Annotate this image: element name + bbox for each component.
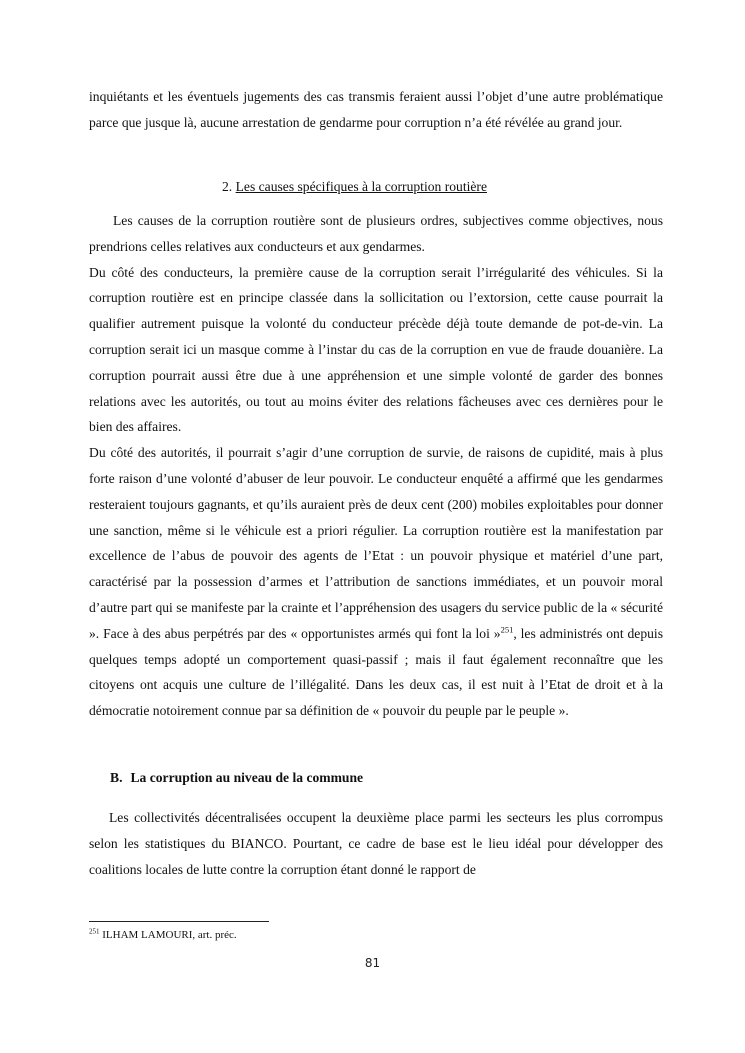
section-heading bbox=[110, 767, 363, 789]
paragraph-intro: inquiétants et les éventuels jugements des cas transmis feraient aussi l’objet d’une autre problématique parce que jusque là, aucune arrestation de gendarme pour corruption n’a été révélée au grand jour. bbox=[89, 89, 663, 130]
body-block-top bbox=[89, 84, 663, 136]
paragraph-autorites-part2: , les administrés ont depuis quelques temps adopté un comportement quasi-passif ; mais il faut également reconnaître que les citoyens ont acquis une culture de l’illégalité. Dans les deux cas, il est nuit à l’Etat de droit et à la démocratie notoirement connue par sa définition de « pouvoir du peuple par le peuple ». bbox=[89, 625, 663, 719]
section-letter: B. bbox=[110, 770, 123, 785]
page-number: 81 bbox=[364, 956, 381, 970]
subheading-title: Les causes spécifiques à la corruption routière bbox=[235, 179, 487, 194]
footnote-text: ILHAM LAMOURI, art. préc. bbox=[102, 929, 237, 941]
body-block-bottom bbox=[89, 805, 663, 882]
subheading bbox=[222, 176, 487, 198]
paragraph-conducteurs: Du côté des conducteurs, la première cause de la corruption serait l’irrégularité des véhicules. Si la corruption routière est en principe classée dans la sollicitation ou l’extorsion, cette cause pourrait la qualifier autrement puisque la volonté du conducteur précède déjà toute demande de pot-de-vin. La corruption serait ici un masque comme à l’instar du cas de la corruption en vue de fraude douanière. La corruption pourrait aussi être due à une appréhension et une simple volonté de garder des bonnes relations avec les autorités, ou tout au moins éviter des relations fâcheuses avec ces dernières pour le bien des affaires. bbox=[89, 264, 663, 435]
footnote-reference: 251 bbox=[500, 624, 514, 635]
paragraph-causes: Les causes de la corruption routière sont de plusieurs ordres, subjectives comme objectives, nous prendrions celles relatives aux conducteurs et aux gendarmes. bbox=[89, 213, 663, 254]
subheading-number: 2. bbox=[222, 179, 233, 194]
paragraph-commune: Les collectivités décentralisées occupent la deuxième place parmi les secteurs les plus corrompus selon les statistiques du BIANCO. Pourtant, ce cadre de base est le lieu idéal pour développer des coalitions locales de lutte contre la corruption étant donné le rapport de bbox=[89, 810, 663, 877]
paragraph-autorites-part1: Du côté des autorités, il pourrait s’agir d’une corruption de survie, de raisons de cupidité, mais à plus forte raison d’une volonté d’abuser de leur pouvoir. Le conducteur enquêté a affirmé que les gendarmes resteraient toujours gagnants, et qu’ils auraient près de deux cent (200) mobiles exploitables pour donner une sanction, même si le véhicule est a priori régulier. La corruption routière est la manifestation par excellence de l’abus de pouvoir des agents de l’Etat : un pouvoir physique et matériel d’une part, caractérisé par la possession d’armes et l’attribution de sanctions immédiates, et un pouvoir moral d’autre part qui se manifeste par la crainte et l’appréhension des usagers du service public de la « sécurité ». Face à des abus perpétrés par des « opportunistes armés qui font la loi » bbox=[89, 445, 663, 641]
body-block-main bbox=[89, 208, 663, 724]
paragraph-autorites bbox=[89, 440, 663, 724]
footnote bbox=[89, 927, 237, 943]
section-title: La corruption au niveau de la commune bbox=[130, 770, 364, 785]
footnote-separator bbox=[89, 921, 269, 922]
footnote-number: 251 bbox=[89, 927, 100, 936]
